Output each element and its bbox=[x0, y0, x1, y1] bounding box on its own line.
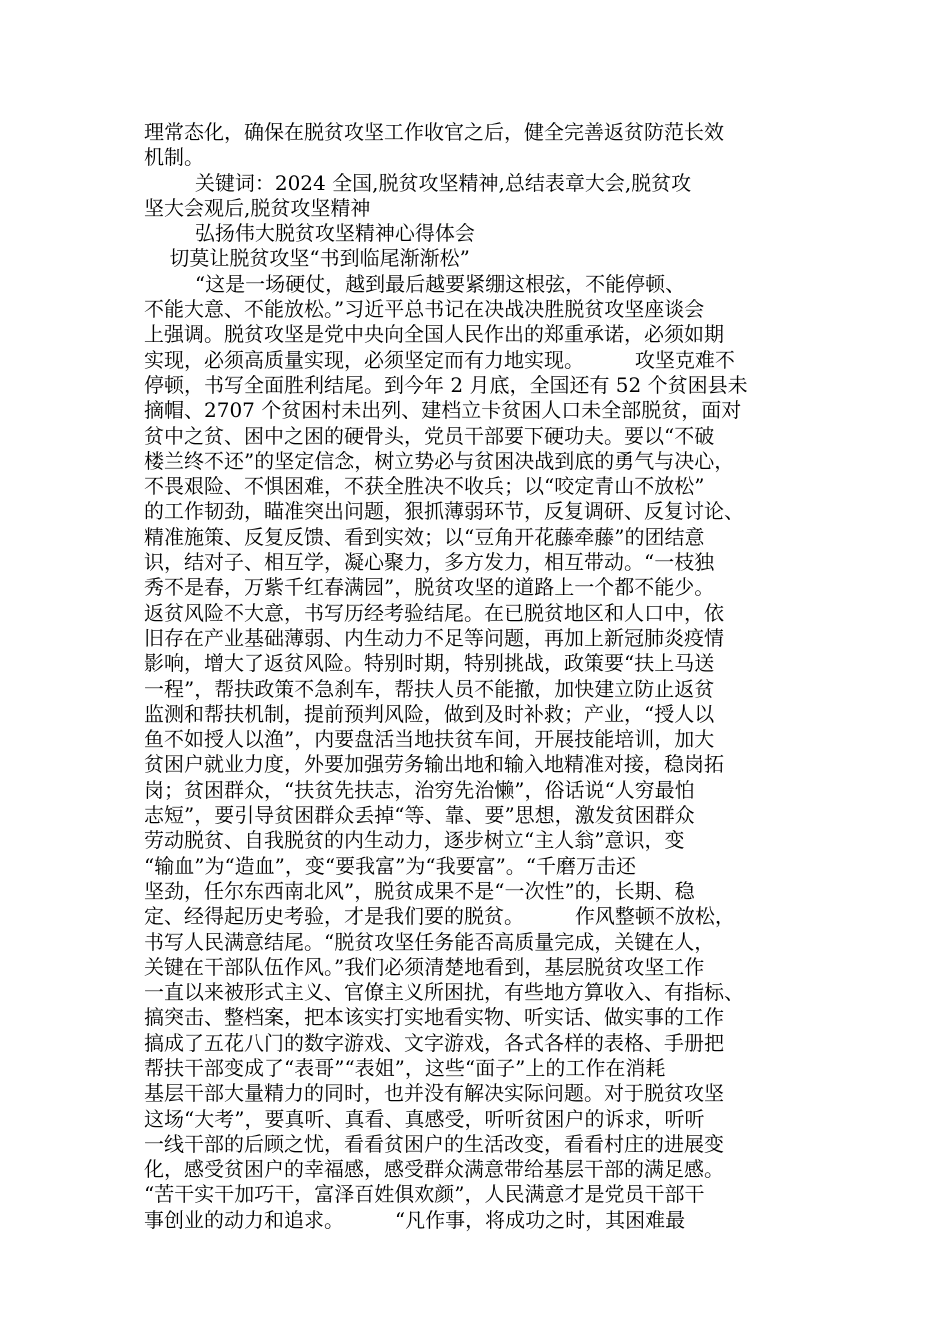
keywords-line: 关键词：2024 全国,脱贫攻坚精神,总结表章大会,脱贫攻 bbox=[144, 170, 692, 195]
text-line: 旧存在产业基础薄弱、内生动力不足等问题，再加上新冠肺炎疫情 bbox=[144, 625, 724, 650]
text-line: 实现，必须高质量实现，必须坚定而有力地实现。 攻坚克难不 bbox=[144, 347, 735, 372]
text-line: “输血”为“造血”，变“要我富”为“我要富”。“千磨万击还 bbox=[144, 853, 637, 878]
text-line: 不畏艰险、不惧困难，不获全胜决不收兵；以“咬定青山不放松” bbox=[144, 474, 705, 499]
text-line: 精准施策、反复反馈、看到实效；以“豆角开花藤牵藤”的团结意 bbox=[144, 524, 705, 549]
text-line: 机制。 bbox=[144, 145, 204, 170]
text-line: 基层干部大量精力的同时，也并没有解决实际问题。对于脱贫攻坚 bbox=[144, 1081, 724, 1106]
text-line: 楼兰终不还”的坚定信念，树立势必与贫困决战到底的勇气与决心， bbox=[144, 448, 735, 473]
text-line: 这场“大考”，要真听、真看、真感受，听听贫困户的诉求，听听 bbox=[144, 1106, 705, 1131]
text-line: 停顿，书写全面胜利结尾。到今年 2 月底，全国还有 52 个贫困县未 bbox=[144, 372, 748, 397]
text-line: 书写人民满意结尾。“脱贫攻坚任务能否高质量完成，关键在人， bbox=[144, 929, 715, 954]
text-line: 的工作韧劲，瞄准突出问题，狠抓薄弱环节，反复调研、反复讨论、 bbox=[144, 499, 744, 524]
text-line: 贫中之贫、困中之困的硬骨头，党员干部要下硬功夫。要以“不破 bbox=[144, 423, 715, 448]
text-line: 一线干部的后顾之忧，看看贫困户的生活改变，看看村庄的进展变 bbox=[144, 1131, 724, 1156]
text-line: 监测和帮扶机制，提前预判风险，做到及时补救；产业，“授人以 bbox=[144, 701, 715, 726]
text-line: 秀不是春，万紫千红春满园”，脱贫攻坚的道路上一个都不能少。 bbox=[144, 575, 715, 600]
text-line: 返贫风险不大意，书写历经考验结尾。在已脱贫地区和人口中，依 bbox=[144, 600, 724, 625]
section-title: 弘扬伟大脱贫攻坚精神心得体会 bbox=[144, 221, 475, 246]
text-line: 岗；贫困群众，“扶贫先扶志，治穷先治懒”，俗话说“人穷最怕 bbox=[144, 777, 695, 802]
text-line: 定、经得起历史考验，才是我们要的脱贫。 作风整顿不放松， bbox=[144, 904, 735, 929]
text-line: 坚劲，任尔东西南北风”，脱贫成果不是“一次性”的，长期、稳 bbox=[144, 878, 695, 903]
text-line: 识，结对子、相互学，凝心聚力，多方发力，相互带动。“一枝独 bbox=[144, 550, 715, 575]
text-line: 劳动脱贫、自我脱贫的内生动力，逐步树立“主人翁”意识，变 bbox=[144, 828, 685, 853]
text-line: 理常态化，确保在脱贫攻坚工作收官之后，健全完善返贫防范长效 bbox=[144, 120, 724, 144]
text-line: 鱼不如授人以渔”，内要盘活当地扶贫车间，开展技能培训，加大 bbox=[144, 727, 715, 752]
text-line: “这是一场硬仗，越到最后越要紧绷这根弦，不能停顿、 bbox=[144, 271, 686, 296]
text-line: 一直以来被形式主义、官僚主义所困扰，有些地方算收入、有指标、 bbox=[144, 980, 744, 1005]
text-line: 志短”，要引导贫困群众丢掉“等、靠、要”思想，激发贫困群众 bbox=[144, 803, 695, 828]
text-line: 化，感受贫困户的幸福感，感受群众满意带给基层干部的满足感。 bbox=[144, 1157, 724, 1182]
text-line: 帮扶干部变成了“表哥”“表姐”，这些“面子”上的工作在消耗 bbox=[144, 1055, 666, 1080]
text-line: 贫困户就业力度，外要加强劳务输出地和输入地精准对接，稳岗拓 bbox=[144, 752, 724, 777]
document-body bbox=[144, 120, 806, 1233]
text-line: 搞突击、整档案，把本该实打实地看实物、听实话、做实事的工作 bbox=[144, 1005, 724, 1030]
text-line: 影响，增大了返贫风险。特别时期，特别挑战，政策要“扶上马送 bbox=[144, 651, 715, 676]
text-line: “苦干实干加巧干，富泽百姓俱欢颜”，人民满意才是党员干部干 bbox=[144, 1182, 705, 1207]
keywords-line: 坚大会观后,脱贫攻坚精神 bbox=[144, 195, 371, 220]
text-line: 不能大意、不能放松。”习近平总书记在决战决胜脱贫攻坚座谈会 bbox=[144, 297, 705, 322]
article-title: 切莫让脱贫攻坚“书到临尾渐渐松” bbox=[144, 246, 470, 271]
text-line: 一程”，帮扶政策不急刹车，帮扶人员不能撤，加快建立防止返贫 bbox=[144, 676, 715, 701]
text-line: 事创业的动力和追求。 “凡作事，将成功之时，其困难最 bbox=[144, 1207, 686, 1232]
text-line: 摘帽、2707 个贫困村未出列、建档立卡贫困人口未全部脱贫，面对 bbox=[144, 398, 742, 423]
text-line: 关键在干部队伍作风。”我们必须清楚地看到，基层脱贫攻坚工作 bbox=[144, 954, 705, 979]
text-line: 搞成了五花八门的数字游戏、文字游戏，各式各样的表格、手册把 bbox=[144, 1030, 724, 1055]
text-line: 上强调。脱贫攻坚是党中央向全国人民作出的郑重承诺，必须如期 bbox=[144, 322, 724, 347]
